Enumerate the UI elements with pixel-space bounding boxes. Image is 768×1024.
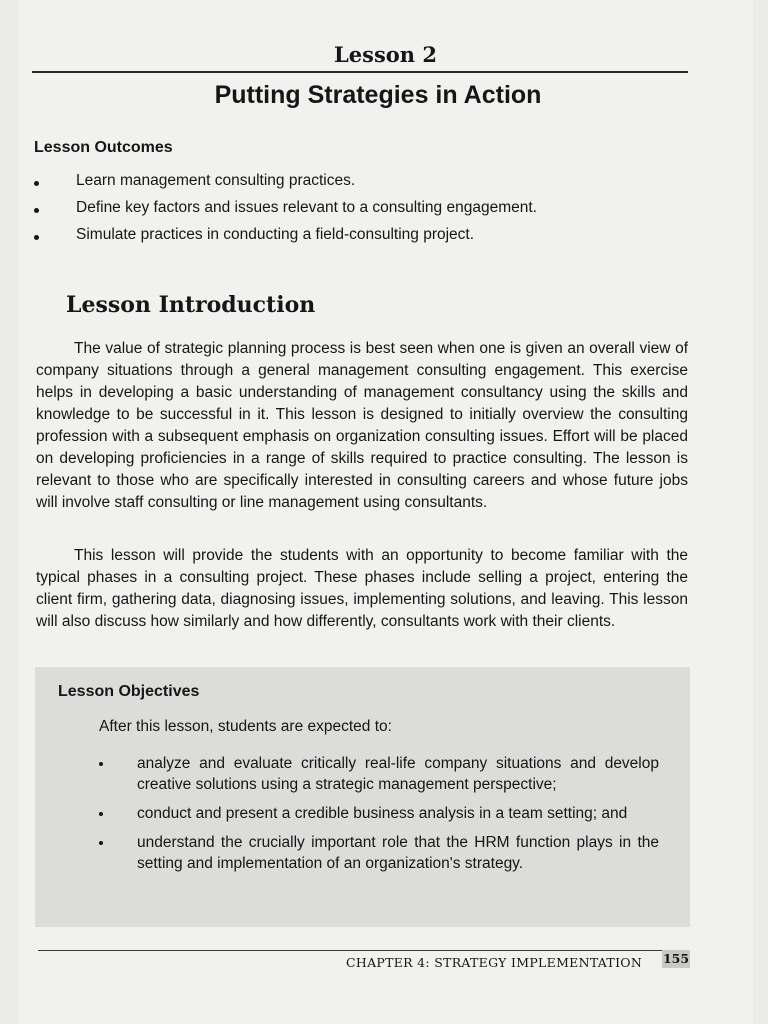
objective-text: analyze and evaluate critically real-life company situations and develop creative solutions using a strategic management perspective; (137, 755, 659, 793)
outcome-text: Define key factors and issues relevant to a consulting engagement. (76, 199, 537, 216)
bullet-icon (34, 208, 39, 213)
objective-text: conduct and present a credible business analysis in a team setting; and (137, 805, 628, 822)
introduction-heading: Lesson Introduction (66, 292, 316, 318)
textbook-page (18, 0, 753, 1024)
objectives-list (99, 753, 659, 882)
objectives-intro: After this lesson, students are expected to: (99, 718, 392, 735)
list-item (99, 832, 659, 874)
outcome-text: Learn management consulting practices. (76, 172, 356, 189)
footer-rule (38, 950, 690, 951)
bullet-icon (34, 235, 39, 240)
page-title: Putting Strategies in Action (214, 81, 542, 109)
lesson-number: Lesson 2 (334, 42, 437, 67)
list-item (34, 172, 537, 199)
list-item (34, 226, 537, 253)
objectives-heading: Lesson Objectives (58, 683, 200, 700)
outcome-text: Simulate practices in conducting a field-consulting project. (76, 226, 475, 243)
bullet-icon (99, 812, 103, 816)
list-item (99, 803, 659, 824)
header-rule (32, 71, 688, 73)
bullet-icon (34, 181, 39, 186)
intro-paragraph: This lesson will provide the students with an opportunity to become familiar with the typical phases in a consulting project. These phases include selling a project, entering the client firm, gathering data, diagnosing issues, implementing solutions, and leaving. This lesson will also discuss how similarly and how differently, consultants work with their clients. (36, 547, 688, 630)
list-item (34, 199, 537, 226)
objective-text: understand the crucially important role that the HRM function plays in the setting and implementation of an organization's strategy. (137, 834, 659, 872)
list-item (99, 753, 659, 795)
outcomes-heading: Lesson Outcomes (34, 139, 173, 156)
bullet-icon (99, 841, 103, 845)
footer-chapter: CHAPTER 4: STRATEGY IMPLEMENTATION (346, 955, 643, 970)
outcomes-list (34, 172, 537, 253)
intro-paragraph: The value of strategic planning process is best seen when one is given an overall view of company situations through a general management consulting engagement. This exercise helps in developing a basic understanding of management consultancy using the skills and knowledge to be successful in it. This lesson is designed to initially overview the consulting profession with a subsequent emphasis on organization consulting issues. Effort will be placed on developing proficiencies in a range of skills required to practice consulting. The lesson is relevant to those who are specifically interested in consulting careers and whose future jobs will involve staff consulting or line management using consultants. (36, 340, 688, 511)
objectives-box (35, 667, 690, 927)
bullet-icon (99, 762, 103, 766)
page-number: 155 (662, 951, 690, 966)
